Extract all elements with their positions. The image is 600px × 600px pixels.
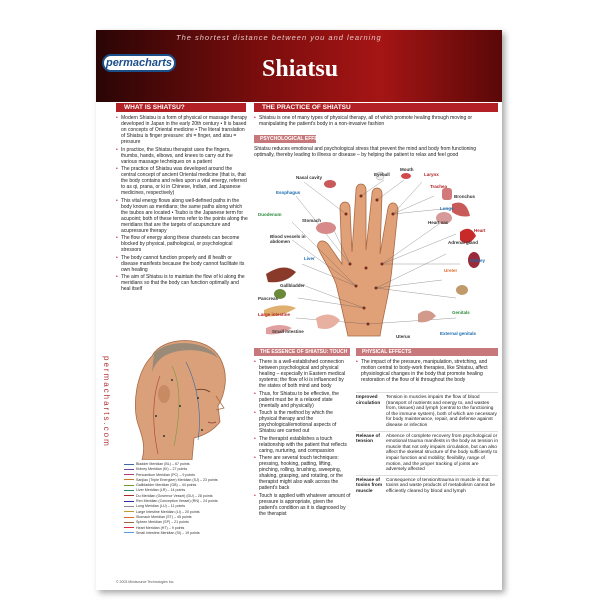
legend-item: Liver Meridian (LR) – 14 points [124, 488, 250, 493]
legend-item: Sanjiao (Triple Energizer) Meridian (SJ) – 23 points [124, 478, 250, 483]
label-lungs: Lungs [440, 206, 454, 211]
label-large-intestine: Large intestine [258, 312, 291, 317]
bullet: • There are several touch techniques: pressing, hooking, patting, lifting, pinching, rolling, brushing, sweeping, shaking, grasping, and rotating, or the therapist might also walk across the patient's back [254, 455, 352, 491]
legend-item: Small Intestine Meridian (SI) – 19 points [124, 531, 250, 536]
bullet: • Modern Shiatsu is a form of physical or massage therapy developed in Japan in the early 20th century • It is based on concepts of Oriental medicine • The literal translation of Shiatsu is finger pressure: shi = finger, and atsu = pressure [116, 115, 248, 145]
legend-item: Pericardium Meridian (PC) – 9 points [124, 473, 250, 478]
label-mouth: Mouth [400, 167, 414, 172]
label-external-genitals: External genitals [440, 331, 477, 336]
practice-heading: THE PRACTICE OF SHIATSU [254, 103, 498, 112]
mouth-shape [401, 173, 411, 179]
bullet: • The practice of Shiatsu was developed around the central concept of ancient Oriental medicine (that is, that the body contains and relies upon a vital energy, referred to as qi, prana, or ki in Chinese, Indian, and Japanese medicines, respectively) [116, 166, 248, 196]
legend-item: Stomach Meridian (ST) – 45 points [124, 515, 250, 520]
row-key: Improved circulation [356, 395, 381, 406]
bullet: • Shiatsu is one of many types of physical therapy, all of which promote healing through moving or manipulating the patient's body in a non-invasive fashion [254, 115, 498, 127]
label-duodenum: Duodenum [258, 212, 282, 217]
bullet: • The body cannot function properly and ill health or disease manifests because the body cannot facilitate its own healing [116, 255, 248, 273]
bullet: • The therapist establishes a touch relationship with the patient that reflects caring, nurturing, and compassion [254, 436, 352, 454]
bronchus-shape [452, 203, 470, 217]
psych-effects-text: Shiatsu reduces emotional and psychological stress that prevent the mind and body from functioning optimally, thereby leading to illness or disease – by helping the patient to relax and feel good [254, 146, 477, 158]
side-url-label: permacharts.com [102, 356, 111, 448]
label-pancreas: Pancreas [258, 296, 279, 301]
physical-intro [356, 359, 498, 389]
bullet: • There is a well-established connection between psychological and physical healing – especially in Eastern medical systems; the flow of ki is influenced by the states of both mind and body [254, 359, 352, 389]
legend-item: Large Intestine Meridian (LI) – 20 points [124, 510, 250, 515]
stomach-shape [316, 222, 336, 234]
what-is-shiatsu-heading: WHAT IS SHIATSU? [116, 103, 246, 112]
practice-intro [254, 115, 498, 129]
label-bronchus: Bronchus [454, 194, 476, 199]
label-adrenal-gland: Adrenal gland [448, 240, 479, 245]
label-kidney: Kidney [470, 258, 486, 263]
head-meridian-illustration [112, 336, 252, 460]
essence-heading: THE ESSENCE OF SHIATSU: TOUCH [254, 348, 350, 356]
legend-item: Du Meridian (Governor Vessel) (DU) – 28 points [124, 494, 250, 499]
label-trachea: Trachea [430, 184, 448, 189]
label-liver: Liver [304, 256, 315, 261]
page-title: Shiatsu [262, 56, 339, 82]
table-row [356, 475, 498, 495]
copyright: © 2003 Mindsource Technologies Inc. [116, 580, 175, 584]
trachea-shape [442, 188, 452, 200]
label-heart-sac: Heart sac [428, 220, 449, 225]
label-genitals: Genitals [452, 310, 470, 315]
label-small-intestine: Small intestine [272, 329, 304, 334]
physical-effects-heading: PHYSICAL EFFECTS [356, 348, 498, 356]
bullet: • This vital energy flows along well-defined paths in the body known as meridians; the same paths along which the tsubos are located • Tsubo is the Japanese term for acupoint; both of these terms refer to the points along the meridians that are the targets of acupuncture and acupressure therapy [116, 198, 248, 234]
genitals-shape [456, 285, 468, 295]
label-stomach: Stomach [302, 218, 322, 223]
row-value: Tension in muscles impairs the flow of blood (transport of nutrients and energy to, and wastes from, tissues) and lymph (central to the functioning of the immune system), both of which are necessary for body maintenance, repair, and defense against disease or infection [386, 395, 497, 428]
label-heart: Heart [474, 228, 486, 233]
header-banner [96, 30, 502, 102]
label-ureter: Ureter [444, 268, 458, 273]
label-nasal-cavity: Nasal cavity [296, 175, 323, 180]
label-eyeball: Eyeball [374, 172, 390, 177]
bullet: • In practice, the Shiatsu therapist uses the fingers, thumbs, hands, elbows, and knees to carry out the various massage techniques on a patient [116, 147, 248, 165]
label-esophagus: Esophagus [276, 190, 301, 195]
label-larynx: Larynx [424, 172, 439, 177]
row-key: Release of toxins from muscle [356, 477, 383, 494]
row-value: Consequence of tension/trauma in muscle is that toxins and waste products of metabolism cannot be efficiently cleared by blood and lymph [386, 477, 496, 494]
legend-item: Kidney Meridian (KI) – 27 points [124, 467, 250, 472]
row-key: Release of tension [356, 433, 380, 445]
bullet: • The impact of the pressure, manipulation, stretching, and motion central to body-work therapies, like Shiatsu, affect physiological changes in the body that promote healing restoration of the flow of ki throughout the body [356, 359, 498, 383]
tagline: The shortest distance between you and learning [176, 33, 382, 42]
essence-text [254, 359, 352, 559]
bullet: • Touch is applied with whatever amount of pressure is appropriate, given the patient's condition as it is diagnosed by the therapist [254, 493, 352, 517]
psych-effects-heading: PSYCHOLOGICAL EFFECTS [254, 135, 316, 143]
bullet: • Touch is the method by which the physical therapy and the psychological/emotional aspects of Shiatsu are carried out [254, 410, 352, 434]
label-gallbladder: Gallbladder [280, 283, 305, 288]
row-value: Absence of complete recovery from psychological or emotional trauma manifests in the body as tension in muscle that not only impairs circulation, but can also affect the skeletal structure of the body sufficiently to impair function and mobility; flexibility, range of motion, and the proper tracking of joints are adversely affected [386, 433, 498, 473]
legend-item: Gallbladder Meridian (GB) – 44 points [124, 483, 250, 488]
permacharts-logo[interactable]: permacharts [102, 54, 176, 72]
small-intestine-shape [316, 314, 340, 329]
legend-item: Ren Meridian (Conception Vessel) (RN) – 24 points [124, 499, 250, 504]
bullet: • Thus, for Shiatsu to be effective, the patient must be in a relaxed state (mentally and physically) [254, 391, 352, 409]
legend-item: Lung Meridian (LU) – 11 points [124, 504, 250, 509]
what-is-shiatsu-text [116, 115, 248, 333]
meridian-legend [124, 462, 250, 578]
table-row [356, 392, 498, 429]
nasal-cavity-shape [324, 180, 336, 188]
liver-shape [266, 267, 296, 282]
label-blood-vessels: Blood vessels in abdomen [270, 234, 306, 244]
legend-item: Spleen Meridian (SP) – 21 points [124, 520, 250, 525]
legend-item: Bladder Meridian (BL) – 67 points [124, 462, 250, 467]
bullet: • The aim of Shiatsu is to maintain the flow of ki along the meridians so that the body can function optimally and heal itself [116, 274, 248, 292]
physical-effects-table [356, 392, 498, 560]
legend-item: Heart Meridian (HT) – 9 points [124, 526, 250, 531]
bullet: • The flow of energy along these channels can become blocked by physical, pathological, or psychological stressors [116, 235, 248, 253]
table-row [356, 431, 498, 473]
label-uterus: Uterus [396, 334, 411, 339]
uterus-shape [418, 310, 436, 322]
